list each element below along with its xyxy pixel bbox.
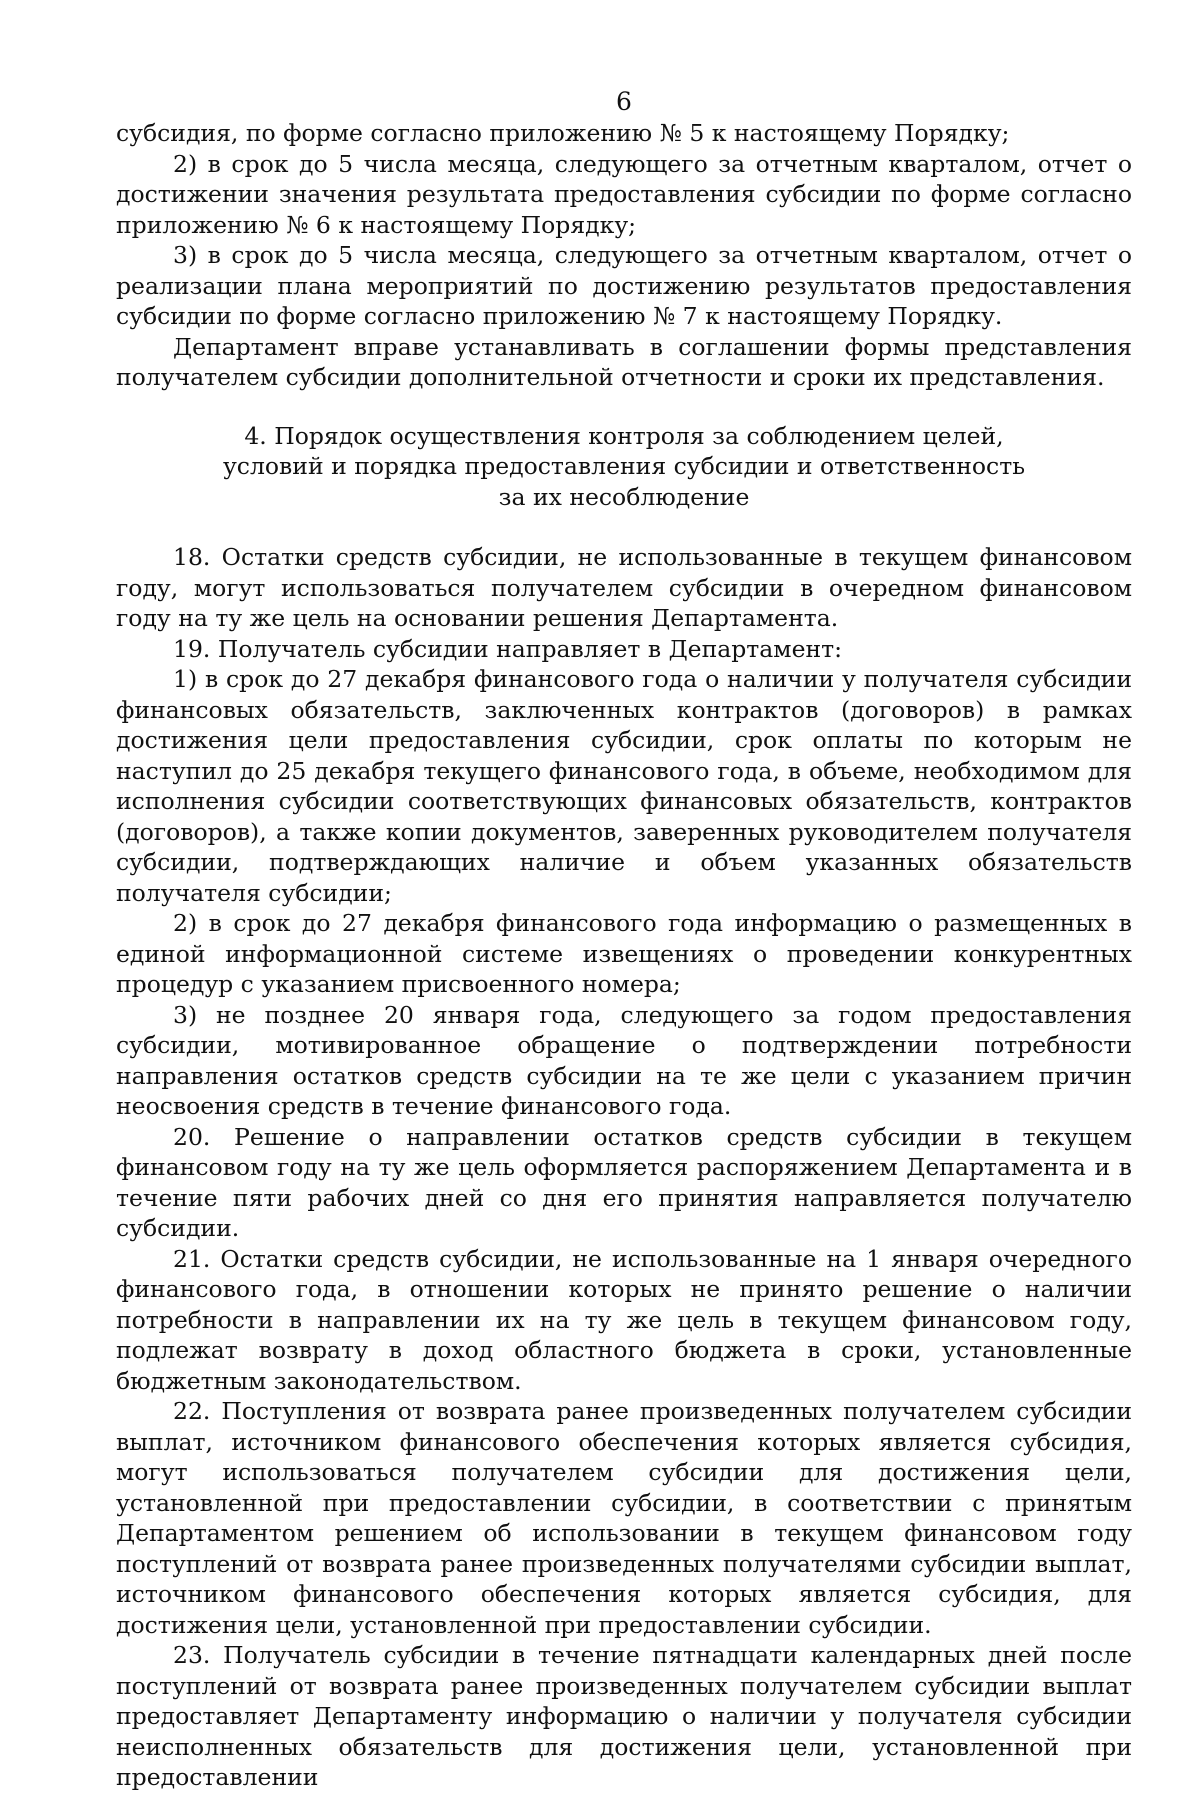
page-number: 6 <box>616 87 632 116</box>
paragraph-item-3: 3) в срок до 5 числа месяца, следующего за отчетным кварталом, отчет о реализации плана мероприятий по достижению результатов предоставления субсидии по форме согласно приложению № 7 к настоящему Порядку. <box>116 241 1132 330</box>
section-heading-line-1: 4. Порядок осуществления контроля за соблюдением целей, <box>244 421 1004 450</box>
paragraph-21: 21. Остатки средств субсидии, не использованные на 1 января очередного финансового года, в отношении которых не принято решение о наличии потребности в направлении их на ту же цель в текущем финансовом году, подлежат возврату в доход областного бюджета в сроки, установленные бюджетным законодательством. <box>116 1244 1132 1395</box>
paragraph-18: 18. Остатки средств субсидии, не использованные в текущем финансовом году, могут использоваться получателем субсидии в очередном финансовом году на ту же цель на основании решения Департамента. <box>116 543 1132 632</box>
section-heading-line-3: за их несоблюдение <box>498 482 750 511</box>
paragraph-23: 23. Получатель субсидии в течение пятнадцати календарных дней после поступлений от возврата ранее произведенных получателем субсидии выплат предоставляет Департаменту информацию о наличии у получателя субсидии неисполненных обязательств для достижения цели, установленной при предоставлении <box>116 1641 1132 1791</box>
paragraph-22: 22. Поступления от возврата ранее произведенных получателем субсидии выплат, источником финансового обеспечения которых является субсидия, могут использоваться получателем субсидии для достижения цели, установленной при предоставлении субсидии, в соответствии с принятым Департаментом решением об использовании в текущем финансовом году поступлений от возврата ранее произведенных получателями субсидии выплат, источником финансового обеспечения которых является субсидия, для достижения цели, установленной при предоставлении субсидии. <box>116 1397 1132 1639</box>
paragraph-department-right: Департамент вправе устанавливать в соглашении формы представления получателем субсидии дополнительной отчетности и сроки их представления. <box>116 332 1132 391</box>
spacer <box>116 512 1132 542</box>
document-page <box>116 86 1132 1793</box>
paragraph-20: 20. Решение о направлении остатков средств субсидии в текущем финансовом году на ту же цель оформляется распоряжением Департамента и в течение пяти рабочих дней со дня его принятия направляется получателю субсидии. <box>116 1122 1132 1242</box>
paragraph-19: 19. Получатель субсидии направляет в Департамент: <box>173 634 843 663</box>
paragraph-continued: субсидия, по форме согласно приложению № 5 к настоящему Порядку; <box>116 119 1010 147</box>
spacer <box>116 393 1132 421</box>
section-heading-line-2: условий и порядка предоставления субсидии и ответственность <box>222 452 1025 480</box>
paragraph-19-item-2: 2) в срок до 27 декабря финансового года информацию о размещенных в единой информационной системе извещениях о проведении конкурентных процедур с указанием присвоенного номера; <box>116 909 1132 998</box>
paragraph-item-2: 2) в срок до 5 числа месяца, следующего за отчетным кварталом, отчет о достижении значения результата предоставления субсидии по форме согласно приложению № 6 к настоящему Порядку; <box>116 149 1132 239</box>
paragraph-19-item-3: 3) не позднее 20 января года, следующего за годом предоставления субсидии, мотивированное обращение о подтверждении потребности направления остатков средств субсидии на те же цели с указанием причин неосвоения средств в течение финансового года. <box>116 1000 1132 1120</box>
paragraph-19-item-1: 1) в срок до 27 декабря финансового года о наличии у получателя субсидии финансовых обязательств, заключенных контрактов (договоров) в рамках достижения цели предоставления субсидии, срок оплаты по которым не наступил до 25 декабря текущего финансового года, в объеме, необходимом для исполнения субсидии соответствующих финансовых обязательств, контрактов (договоров), а также копии документов, заверенных руководителем получателя субсидии, подтверждающих наличие и объем указанных обязательств получателя субсидии; <box>116 665 1132 907</box>
section-heading <box>116 421 1132 513</box>
